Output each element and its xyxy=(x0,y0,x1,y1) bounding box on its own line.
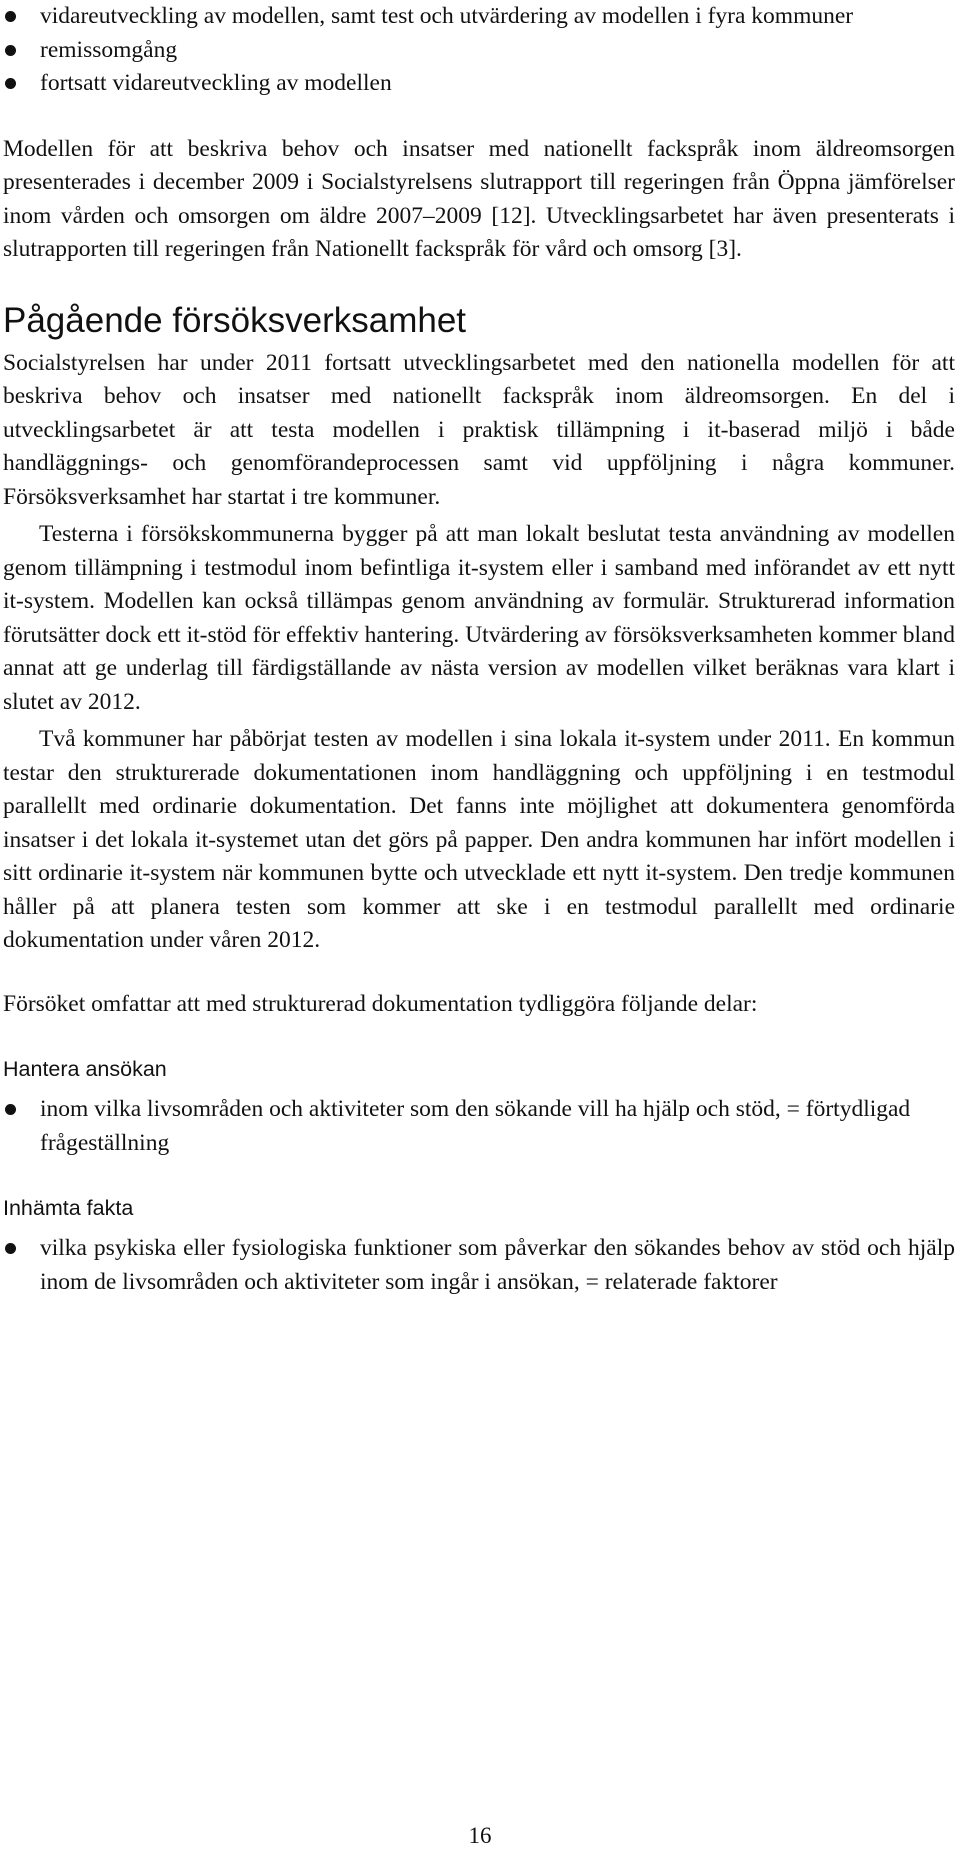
intro-bullet-list xyxy=(3,0,955,101)
inhamta-fakta-list xyxy=(3,1232,955,1299)
subheading-inhamta-fakta: Inhämta fakta xyxy=(3,1196,134,1220)
hantera-ansokan-list xyxy=(3,1093,955,1160)
list-item-text: remissomgång xyxy=(40,36,178,63)
intro-paragraph: Modellen för att beskriva behov och insatser med nationellt fackspråk inom äldreomsorgen presenterades i december 2009 i Socialstyrelsens slutrapport till regeringen från Öppna jämförelser inom vården och omsorgen om äldre 2007–2009 [12]. Utvecklingsarbetet har även presenterats i slutrapporten till regeringen från Nationellt fackspråk för vård och omsorg [3]. xyxy=(3,135,955,262)
list-item-text: vilka psykiska eller fysiologiska funktioner som påverkar den sökandes behov av stöd och hjälp inom de livsområden och aktiviteter som ingår i ansökan, = relaterade faktorer xyxy=(40,1235,955,1295)
list-item xyxy=(3,34,955,68)
list-item-text: fortsatt vidareutveckling av modellen xyxy=(40,70,392,96)
list-item-text: vidareutveckling av modellen, samt test och utvärdering av modellen i fyra kommuner xyxy=(40,3,854,29)
bullet-icon xyxy=(5,78,16,89)
list-item xyxy=(3,1093,955,1160)
section-paragraph-2: Testerna i försökskommunerna bygger på att man lokalt beslutat testa användning av modellen genom tillämpning i testmodul inom befintliga it-system eller i samband med införandet av ett nytt it-system. Modellen kan också tillämpas genom användning av formulär. Strukturerad information förutsätter dock ett it-stöd för effektiv hantering. Utvärdering av försöksverksamheten kommer bland annat att ge underlag till färdigställande av nästa version av modellen vilket beräknas vara klart i slutet av 2012. xyxy=(3,521,955,715)
section-paragraph-1: Socialstyrelsen har under 2011 fortsatt utvecklingsarbetet med den nationella modellen för att beskriva behov och insatser med nationellt fackspråk inom äldreomsorgen. En del i utvecklingsarbetet är att testa modellen i praktisk tillämpning i it-baserad miljö i både handläggnings- och genomförandeprocessen samt vid uppföljning i några kommuner. Försöksverksamhet har startat i tre kommuner. xyxy=(3,349,955,510)
list-item xyxy=(3,0,955,34)
bullet-icon xyxy=(5,45,16,56)
bullet-icon xyxy=(5,1243,16,1254)
list-item xyxy=(3,67,955,101)
bullet-icon xyxy=(5,1104,16,1115)
section-paragraph-4: Försöket omfattar att med strukturerad dokumentation tydliggöra följande delar: xyxy=(3,990,758,1017)
page-number: 16 xyxy=(468,1823,492,1848)
subheading-hantera-ansokan: Hantera ansökan xyxy=(3,1057,167,1081)
list-item xyxy=(3,1232,955,1299)
section-heading: Pågående försöksverksamhet xyxy=(3,300,467,340)
bullet-icon xyxy=(5,11,16,22)
list-item-text: inom vilka livsområden och aktiviteter som den sökande vill ha hjälp och stöd, = förtydligad frågeställning xyxy=(40,1096,911,1156)
section-paragraph-3: Två kommuner har påbörjat testen av modellen i sina lokala it-system under 2011. En kommun testar den strukturerade dokumentationen inom handläggning och uppföljning i en testmodul parallellt med ordinarie dokumentation. Det fanns inte möjlighet att dokumentera genomförda insatser i det lokala it-systemet utan det görs på papper. Den andra kommunen har infört modellen i sitt ordinarie it-system när kommunen bytte och utvecklade ett nytt it-system. Den tredje kommunen håller på att planera testen som kommer att ske i en testmodul parallellt med ordinarie dokumentation under våren 2012. xyxy=(3,726,955,953)
